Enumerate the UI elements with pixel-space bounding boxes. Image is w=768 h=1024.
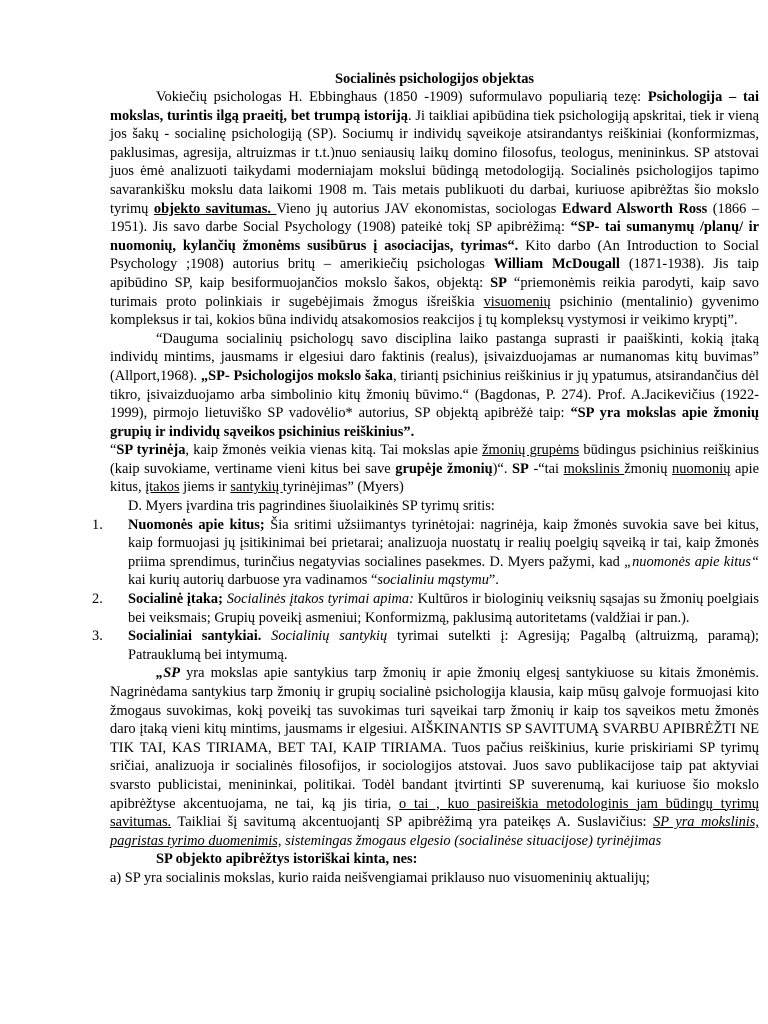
societies-word: visuomenių: [483, 293, 551, 310]
text: psichinio (mentalinio) gyvenimo kompleksus ir tai, kokios būna individų atsakomosios reakcijos į tų kompleksų vystymosi ir veikimo kryptį”.: [110, 293, 759, 329]
methodology-underline: o tai , kuo pasireiškia metodologinis jam būdingų tyrimų savitumas.: [110, 795, 759, 831]
text: Taikliai šį savitumą akcentuojantį SP apibrėžimą yra pateikęs A. Suslavičius:: [171, 814, 654, 831]
list-item-heading: Nuomonės apie kitus;: [128, 516, 265, 533]
suslavicius-definition: sistemingas žmogaus elgesio (socialinėse situacijose) tyrinėjimas: [281, 832, 662, 849]
in-group: grupėje žmonių: [395, 460, 493, 477]
sp-abbrev: SP: [490, 274, 507, 291]
list-item-heading: Socialiniai santykiai.: [128, 628, 262, 645]
text: -“tai: [528, 460, 564, 477]
text: Šia sritimi užsiimantys tyrinėtojai: nagrinėja, kaip žmonės suvokia save bei kitus, kaip formuojasi jų įsitikinimai bei prietarai; analizuoja nuostatų ir realių poelgių sąveiką ir tai, kaip žmonės priima sprendimus, turinčius negatyvias socialines pasekmes. D. Myers pažymi, kad: [128, 516, 759, 570]
italic-text: Socialinės įtakos tyrimai apima:: [226, 591, 414, 608]
sp-quote-start: „SP: [156, 665, 180, 682]
sp-abbrev: SP: [512, 460, 529, 477]
text: jiems ir: [179, 479, 231, 496]
influence-word: įtakos: [145, 479, 180, 496]
human-groups: žmonių grupėms: [482, 442, 580, 459]
paragraph-relations: [110, 664, 759, 850]
text: kai kurių autorių darbuose yra vadinamos “: [128, 572, 378, 589]
text: Vieno jų autorius JAV ekonomistas, sociologas: [276, 200, 562, 217]
suslavicius-definition-underlined: SP yra mokslinis, pagristas tyrimo duomenimis,: [110, 814, 759, 849]
paragraph-item-a: a) SP yra socialinis mokslas, kurio raida neišvengiamai priklauso nuo visuomeninių aktualijų;: [110, 869, 650, 886]
text: (1866 –1951). Jis savo darbe Social Psychology (1908) pateikė tokį SP apibrėžimą:: [110, 200, 760, 236]
text: . Ji taikliai apibūdina tiek psichologiją apskritai, tiek ir vieną jos šakų - socialinę psichologiją (SP). Sociumų ir individų sąveikoje atsirandantys reiškiniai (konformizmas, paklusimas, agresija, altruizmas ir t.t.)nuo seniausių laikų domino filosofus, teologus, menininkus. SP atstovai juos ėmė analizuoti taikydami moderniajam mokslui būdingą metodologiją. Socialinės psichologijos tapimo savarankišku mokslu data laikomi 1908 m. Tais metais publikuoti du darbai, kuriuose apibrėžtas šio mokslo tyrimų: [110, 107, 759, 217]
list-item: [92, 590, 759, 627]
text: “priemonėmis reikia parodyti, kaip savo turimais proto polinkiais ir sugebėjimais žmogus išreiškia: [110, 274, 760, 310]
paragraph-allport: [110, 330, 759, 442]
paragraph-research-areas: D. Myers įvardina tris pagrindines šiuolaikinės SP tyrimų sritis:: [128, 498, 495, 515]
research-areas-list: [92, 516, 759, 665]
text: , kaip žmonės veikia vienas kitą. Tai mokslas apie: [185, 442, 483, 459]
text: (1871-1938). Jis taip apibūdino SP, kaip besiformuojančios mokslo šakos, objektą:: [110, 256, 759, 291]
paragraph-ebbinghaus: [110, 88, 759, 330]
text: ”.: [488, 572, 499, 589]
jacikevicius-definition: “SP yra mokslas apie žmonių grupių ir individų sąveikos psichinius reiškinius”.: [110, 405, 759, 440]
list-item: [92, 516, 759, 590]
text: “Dauguma socialinių psichologų savo disciplina laiko pastanga suprasti ir paaiškinti, kokią įtaką individų mintims, jausmams ir elgesiui daro faktinis (realus), įsivaizduojamas ar numanomas kitų buvimas” (Allport,1968).: [110, 330, 759, 384]
mcdougall-name: William McDougall: [493, 256, 620, 273]
page-title: Socialinės psichologijos objektas: [334, 71, 535, 87]
text: Kultūros ir biologinių veiksnių sąsajas su žmonių poelgiais bei veiksmais; Grupių poveikį asmeniui; Konformizmą, paklusimą autoritetams (valdžiai ir pan.).: [128, 591, 759, 626]
text: tyrimai sutelkti į: Agresiją; Pagalbą (altruizmą, paramą); Patrauklumą bei intymumą.: [128, 628, 759, 663]
text: Kito darbo (An Introduction to Social Psychology ;1908) autorius britų – amerikiečių psichologas: [110, 237, 759, 273]
text: , tiriantį psichinius reiškinius ir jų ypatumus, atsirandančius dėl tikro, įsivaizduojamo arba simbolinio kitų žmonių būvimo.“ (Bagdonas, P. 274). Prof. A.Jacikevičius (1922-1999), pirmojo lietuviško SP vadovėlio* autorius, SP objektą apibrėžė taip:: [110, 367, 759, 422]
paragraph-historical-heading: SP objekto apibrėžtys istoriškai kinta, nes:: [156, 851, 418, 868]
sp-branch-definition: „SP- Psichologijos mokslo šaka: [200, 367, 393, 384]
text: )“.: [492, 460, 513, 477]
opinions-word: nuomonių: [672, 460, 731, 477]
list-number: 1.: [92, 516, 103, 533]
italic-text: „nuomonės apie kitus“: [624, 553, 759, 570]
ebbinghaus-thesis: Psichologija – tai mokslas, turintis ilgą praeitį, bet trumpą istoriją: [110, 89, 759, 124]
scientific-word: mokslinis: [563, 460, 625, 477]
object-uniqueness: objekto savitumas.: [153, 200, 277, 217]
sp-studies: SP tyrinėja: [116, 442, 186, 459]
text: tyrinėjimas” (Myers): [282, 479, 404, 496]
paragraph-myers: [110, 441, 759, 497]
list-number: 3.: [92, 628, 103, 645]
list-number: 2.: [92, 591, 103, 608]
text: “: [110, 442, 117, 459]
ross-name: Edward Alsworth Ross: [561, 200, 708, 217]
text: būdingus psichinius reiškinius (kaip suvokiame, vertiname vieni kitus bei save: [110, 442, 759, 477]
list-item-heading: Socialinė įtaka;: [128, 591, 223, 608]
italic-text: Socialinių santykių: [271, 628, 388, 645]
document-body: [92, 70, 760, 888]
relations-word: santykių: [230, 479, 283, 496]
text: apie kitus,: [110, 460, 759, 496]
text: yra mokslas apie santykius tarp žmonių ir apie žmonių elgesį santykiuose su kitais žmonėmis. Nagrinėdama santykius tarp žmonių ir grupių socialinė psichologija klausia, kaip mūsų galvoje formuojasi kito žmogaus suvokimas, kokį poveikį tas suvokimas turi sąveikai tarp žmonių ir kaip tos sąveikos metu žmonės daro įtaką vieni kitų mintims, jausmams ir elgesiui. AIŠKINANTIS SP SAVITUMĄ SVARBU APIBRĖŽTI NE TIK TAI, KAS TIRIAMA, BET TAI, KAIP TIRIAMA. Tuos pačius reiškinius, kurie priskiriami SP tyrimų sričiai, analizuoja ir socialinės filosofijos, ir sociologijos atstovai. Juos savo publikacijose taip pat aktyviai svarsto publicistai, menininkai, politikai. Todėl bandant įtvirtinti SP suverenumą, kai kuriuose šio mokslo apibrėžtyse akcentuojama, ne tai, ką jis tiria,: [110, 665, 759, 812]
text: Vokiečių psichologas H. Ebbinghaus (1850 -1909) suformulavo populiarią tezę:: [156, 89, 648, 105]
ross-definition: “SP- tai sumanymų /planų/ ir nuomonių, kylančių žmonėms susibūrus į asociacijas, tyrimas“.: [110, 219, 759, 254]
italic-text: socialiniu mąstymu: [377, 572, 489, 589]
list-item: [92, 627, 759, 664]
text: [261, 628, 271, 644]
text: žmonių: [624, 460, 673, 477]
